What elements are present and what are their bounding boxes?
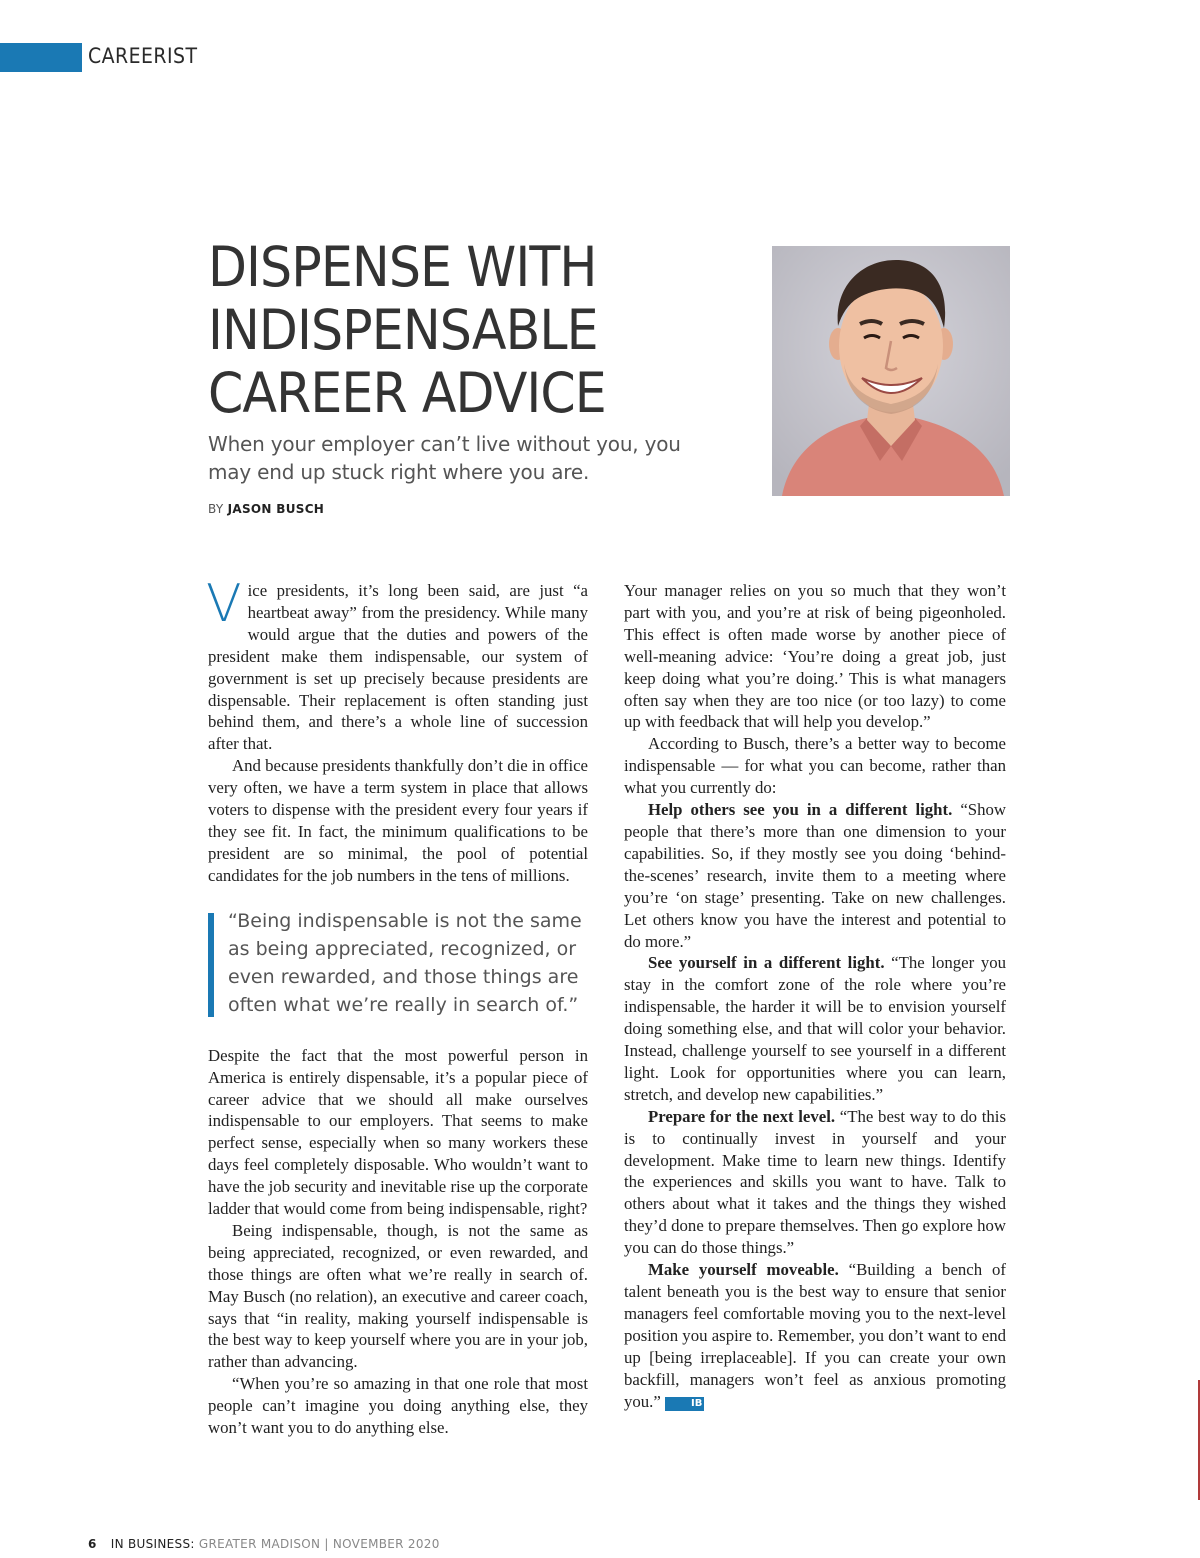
headline-line-1: DISPENSE WITH	[208, 235, 597, 299]
tip-4-lead: Make yourself moveable.	[648, 1260, 839, 1280]
left-paragraph-2: And because presidents thankfully don’t die in office very often, we have a term system in place that allows voters to dispense with the president every four years if they see fit. In fact, the minimum qualifications to be president are so minimal, the pool of potential candidates for the job numbers in the tens of millions.	[208, 756, 588, 885]
left-paragraph-1	[206, 574, 588, 755]
tip-2-body: “The longer you stay in the comfort zone of the role where you’re indispensable, the harder it will be to envision yourself doing something else, and that will color your behavior. Instead, challenge yourself to see yourself in a different light. Look for opportunities where you can learn, stretch, and develop new capabilities.”	[624, 953, 1006, 1104]
subhead: When your employer can’t live without you, you may end up stuck right where you are.	[208, 432, 681, 484]
left-paragraph-5: “When you’re so amazing in that one role that most people can’t imagine you doing anything else, they won’t want you to do anything else.	[208, 1374, 588, 1438]
byline	[208, 502, 324, 516]
pull-quote	[208, 907, 588, 1019]
pull-quote-text: “Being indispensable is not the same as being appreciated, recognized, or even rewarded, and those things are often what we’re really in search of.”	[228, 909, 582, 1016]
right-column	[624, 580, 1006, 1412]
page-number: 6	[88, 1537, 97, 1551]
headline	[208, 236, 723, 425]
author-portrait-icon	[772, 246, 1010, 496]
end-mark-icon: IB	[665, 1397, 704, 1411]
tip-2-lead: See yourself in a different light.	[648, 953, 885, 973]
pull-quote-bar	[208, 913, 214, 1017]
left-paragraph-1-text: ice presidents, it’s long been said, are just “a heartbeat away” from the presidency. While many would argue that the duties and powers of the president make them indispensable, our system of government is set up precisely because presidents are dispensable. Their replacement is often standing just behind them, and there’s a whole line of succession after that.	[208, 581, 588, 754]
drop-cap: V	[206, 574, 242, 634]
page-footer	[88, 1537, 440, 1551]
tip-4-body: “Building a bench of talent beneath you is the best way to ensure that senior managers feel comfortable moving you to the next-level position you aspire to. Remember, you don’t want to end up [being irreplaceable]. If you can create your own backfill, managers won’t feel as anxious promoting you.”	[624, 1260, 1006, 1411]
left-column	[206, 574, 588, 1439]
tip-1-body: “Show people that there’s more than one dimension to your capabilities. So, if they mostly see you doing ‘behind-the-scenes’ research, invite them to a meeting where you’re ‘on stage’ presenting. Take on new challenges. Let others know you have the interest and potential to do more.”	[624, 800, 1006, 951]
tip-1	[624, 799, 1006, 952]
left-paragraph-3: Despite the fact that the most powerful person in America is entirely dispensable, it’s a popular piece of career advice that we should all make ourselves indispensable to our employers. That seems to make perfect sense, especially when so many workers these days feel completely disposable. Who wouldn’t want to have the job security and inevitable rise up the corporate ladder that would come from being indispensable, right?	[208, 1045, 588, 1219]
author-photo	[772, 246, 1010, 496]
byline-prefix: BY	[208, 502, 224, 516]
tip-1-lead: Help others see you in a different light.	[648, 800, 953, 820]
magazine-name: IN BUSINESS:	[110, 1537, 195, 1551]
tip-3-lead: Prepare for the next level.	[648, 1106, 836, 1126]
tip-2	[624, 952, 1006, 1105]
tip-3-body: “The best way to do this is to continually invest in yourself and your development. Make time to learn new things. Identify the experiences and skills you want to have. Talk to others about what it takes and the things they wished they’d done to prepare themselves. Then go explore how you can do those things.”	[624, 1106, 1006, 1258]
right-paragraph-2: According to Busch, there’s a better way to become indispensable — for what you can become, rather than what you currently do:	[624, 734, 1006, 798]
section-label: CAREERIST	[88, 44, 198, 68]
left-paragraph-4: Being indispensable, though, is not the same as being appreciated, recognized, or even rewarded, and those things are often what we’re really in search of. May Busch (no relation), an executive and career coach, says that “in reality, making yourself indispensable is the best way to keep yourself where you are in your job, rather than advancing.	[208, 1220, 588, 1372]
right-paragraph-1: Your manager relies on you so much that they won’t part with you, and you’re at risk of being pigeonholed. This effect is often made worse by another piece of well-meaning advice: ‘You’re doing a great job, just keep doing what you’re doing.’ This is what managers often say when they are too nice (or too lazy) to come up with feedback that will help you develop.”	[624, 581, 1006, 732]
section-color-bar	[0, 43, 82, 72]
tip-4	[624, 1259, 1006, 1412]
byline-author: JASON BUSCH	[227, 502, 325, 516]
edition-info: GREATER MADISON | NOVEMBER 2020	[198, 1537, 440, 1551]
headline-line-3: CAREER ADVICE	[208, 361, 606, 425]
tip-3	[624, 1106, 1006, 1259]
headline-line-2: INDISPENSABLE	[208, 298, 598, 362]
